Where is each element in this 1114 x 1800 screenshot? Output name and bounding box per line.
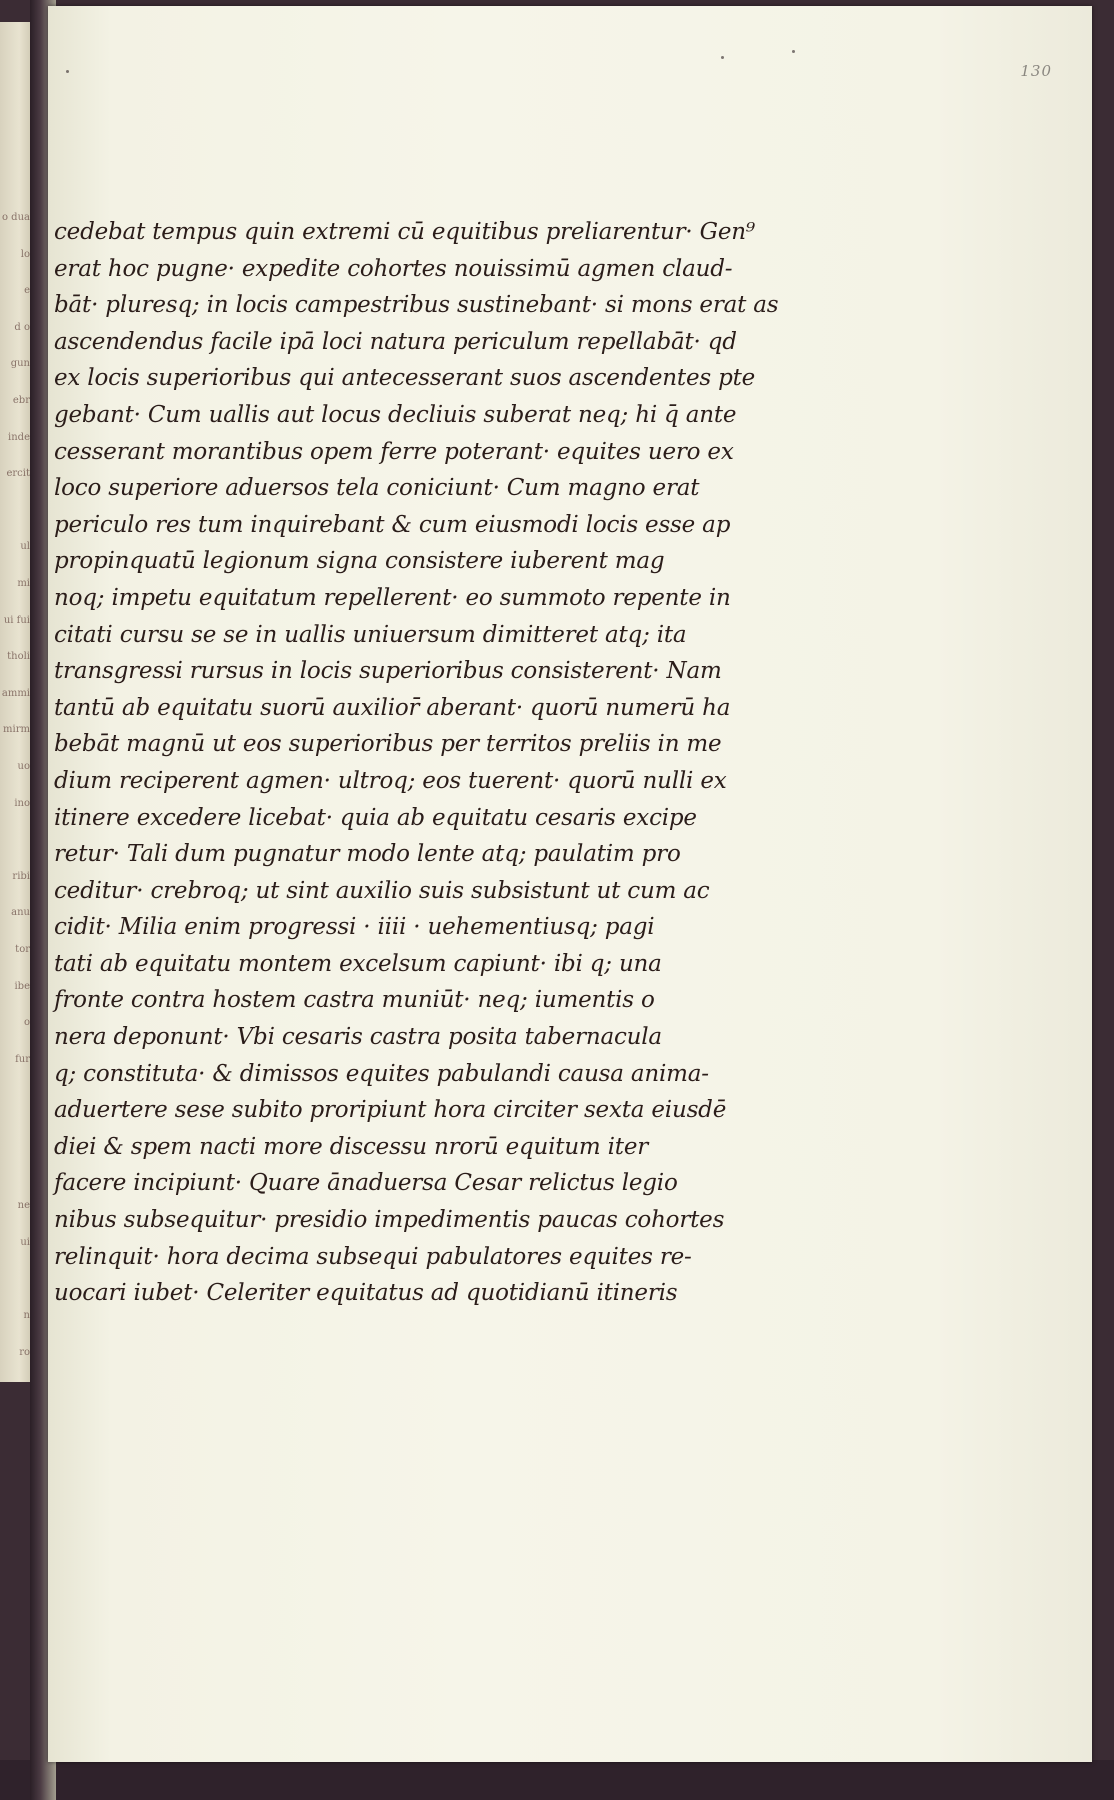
manuscript-text-block [54,214,794,1312]
facing-page-fragment: tholi [7,651,30,663]
manuscript-line: diei & spem nacti more discessu nrorū equitum iter [54,1133,649,1160]
manuscript-line: nibus subsequitur· presidio impedimentis paucas cohortes [54,1207,725,1234]
manuscript-line: cidit· Milia enim progressi · iiii · uehementiusq; pagi [54,914,655,941]
facing-page-fragment: n [23,1310,30,1321]
manuscript-line: tantū ab equitatu suorū auxilior̄ aberant· quorū numerū ha [54,694,731,721]
facing-page-fragment: tor [15,944,30,955]
manuscript-line: transgressi rursus in locis superioribus consisterent· Nam [54,658,722,685]
facing-page-fragment: uo [17,761,30,772]
facing-page-fragment: anu [11,907,30,919]
manuscript-line: ascendendus facile ipā loci natura periculum repellabāt· qd [54,328,737,355]
folio-number: 130 [1020,62,1052,80]
facing-page-fragment: ercit [6,468,30,480]
facing-page-fragment: gun [10,358,30,370]
manuscript-line: uocari iubet· Celeriter equitatus ad quotidianū itineris [54,1280,678,1307]
manuscript-line: bebāt magnū ut eos superioribus per territos preliis in me [54,731,722,758]
manuscript-line: ceditur· crebroq; ut sint auxilio suis subsistunt ut cum ac [54,877,710,904]
facing-page-fragment: o [23,1017,30,1029]
facing-page-fragment: ribi [12,870,30,882]
manuscript-line: cesserant morantibus opem ferre poterant· equites uero ex [54,438,734,465]
manuscript-line: ex locis superioribus qui antecesserant suos ascendentes pte [54,365,756,392]
facing-page-fragment: inde [8,431,30,443]
facing-page-fragment: ibe [14,980,30,992]
manuscript-line: noq; impetu equitatum repellerent· eo summoto repente in [54,584,731,611]
manuscript-line: aduertere sese subito proripiunt hora circiter sexta eiusdē [54,1097,727,1124]
folio-page [48,6,1092,1762]
facing-page-fragment: d o [14,321,30,333]
facing-page-fragment: mirm [3,724,30,736]
facing-page-fragment: ui fui [3,614,30,626]
facing-page-fragment: e [24,285,30,297]
manuscript-line: nera deponunt· Vbi cesaris castra posita tabernacula [54,1024,662,1051]
facing-page-fragment: ne [17,1200,30,1212]
manuscript-line: citati cursu se se in uallis uniuersum dimitteret atq; ita [54,621,687,648]
manuscript-line: propinquatū legionum signa consistere iuberent mag [54,548,665,575]
manuscript-line: itinere excedere licebat· quia ab equitatu cesaris excipe [54,804,697,831]
facing-page-fragment: ro [19,1346,30,1358]
facing-page-fragment: mi [17,578,30,589]
manuscript-line: retur· Tali dum pugnatur modo lente atq; paulatim pro [54,841,681,868]
manuscript-line: q; constituta· & dimissos equites pabulandi causa anima- [54,1060,709,1087]
manuscript-line: tati ab equitatu montem excelsum capiunt· ibi q; una [54,950,662,977]
facing-page-fragment: o dua [1,212,30,223]
facing-page-fragment: ino [14,797,30,809]
background-edge [0,1760,1114,1800]
manuscript-line: fronte contra hostem castra muniūt· neq; iumentis o [54,987,655,1014]
manuscript-line: cedebat tempus quin extremi cū equitibus preliarentur· Gen⁹ [54,219,755,245]
facing-page-fragment: ebr [12,395,30,406]
pricking-mark [792,50,795,53]
facing-page-edge [0,22,32,1382]
pricking-mark [66,70,69,73]
manuscript-line: loco superiore aduersos tela coniciunt· Cum magno erat [54,475,700,502]
facing-page-fragment: ul [20,541,30,553]
manuscript-line: dium reciperent agmen· ultroq; eos tuerent· quorū nulli ex [54,767,727,794]
manuscript-line: relinquit· hora decima subsequi pabulatores equites re- [54,1243,692,1270]
manuscript-line: facere incipiunt· Quare ānaduersa Cesar relictus legio [54,1170,678,1197]
manuscript-line: periculo res tum inquirebant & cum eiusmodi locis esse ap [54,511,731,538]
facing-page-fragment: fur [15,1053,30,1065]
pricking-mark [721,56,724,59]
facing-page-fragment: ui [20,1236,30,1248]
facing-page-fragment: ammi [1,687,30,699]
manuscript-line: erat hoc pugne· expedite cohortes nouissimū agmen claud- [54,255,733,282]
facing-page-fragment: lo [20,248,30,260]
manuscript-line: bāt· pluresq; in locis campestribus sustinebant· si mons erat as [54,292,779,319]
manuscript-line: gebant· Cum uallis aut locus decliuis suberat neq; hi q̄ ante [54,401,737,428]
